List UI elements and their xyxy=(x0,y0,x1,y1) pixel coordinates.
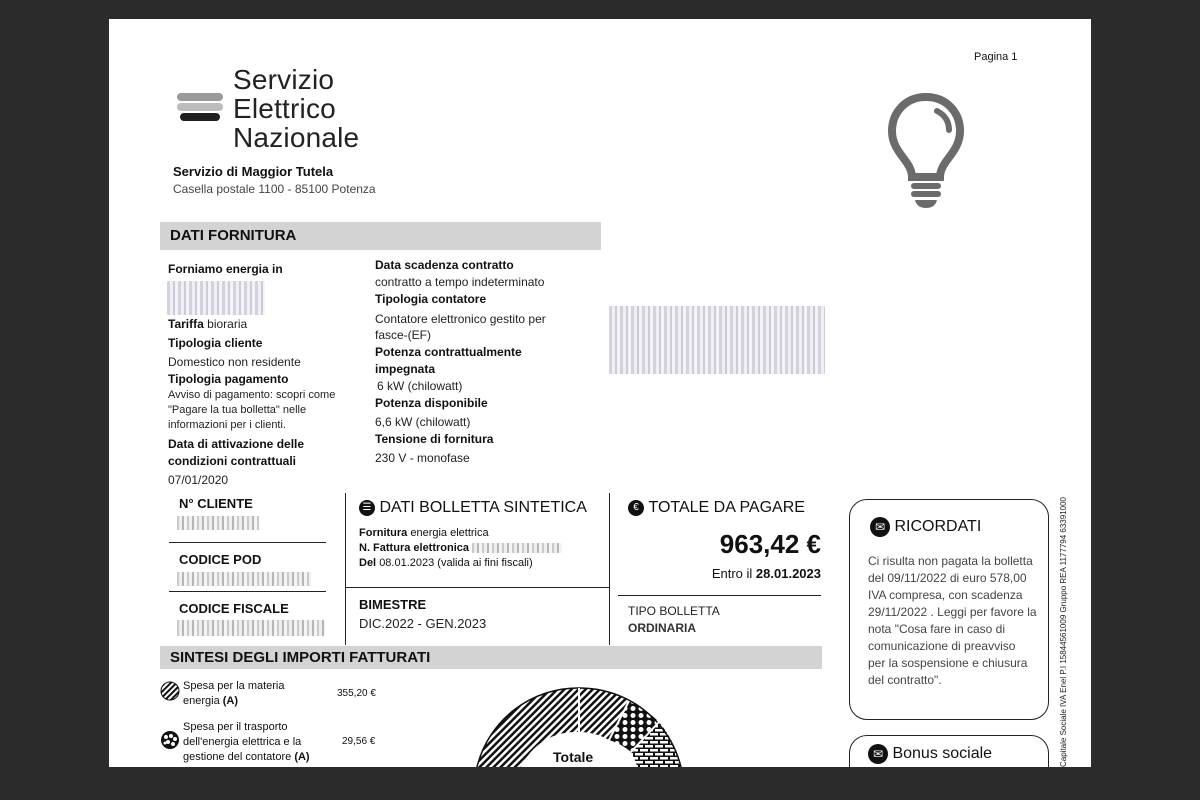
divider xyxy=(346,587,609,588)
materia-energia-label xyxy=(183,679,285,709)
section-dati-fornitura: DATI FORNITURA xyxy=(160,222,601,250)
logo-line-2: Elettrico xyxy=(233,93,336,124)
bolletta-title: DATI BOLLETTA SINTETICA xyxy=(379,499,587,516)
ricordati-line: Ci risulta non pagata la bolletta xyxy=(868,554,1033,568)
pagamento-line: "Pagare la tua bolletta" nelle xyxy=(168,404,307,416)
trasporto-line: Spesa per il trasporto xyxy=(183,721,288,733)
materia-line-text: energia xyxy=(183,695,220,707)
contatore-line: Contatore elettronico gestito per xyxy=(375,312,546,326)
redacted-codice-fiscale xyxy=(177,620,325,636)
ricordati-title: RICORDATI xyxy=(894,518,982,536)
sen-logo-icon xyxy=(177,93,225,127)
forniamo-label: Forniamo energia in xyxy=(168,262,283,276)
trasporto-line: dell'energia elettrica e la xyxy=(183,736,302,748)
tipologia-pagamento-label: Tipologia pagamento xyxy=(168,372,289,386)
ricordati-box xyxy=(849,499,1049,720)
entro-row xyxy=(661,566,821,581)
fattura-label: N. Fattura elettronica xyxy=(359,542,470,554)
tariffa-label: Tariffa xyxy=(168,317,204,331)
fornitura-row xyxy=(359,527,489,539)
entro-date: 28.01.2023 xyxy=(755,566,821,581)
euro-icon: € xyxy=(628,500,644,516)
bimestre-label: BIMESTRE xyxy=(359,597,427,612)
trasporto-line-3 xyxy=(183,750,310,765)
materia-energia-amount: 355,20 € xyxy=(337,688,376,699)
ricordati-line: per la sospensione e chiusura xyxy=(868,656,1028,670)
totale-amount: 963,42 € xyxy=(719,529,821,559)
ricordati-line: del 09/11/2022 di euro 578,00 xyxy=(868,571,1027,585)
logo-line-1: Servizio xyxy=(233,64,335,95)
redacted-address xyxy=(167,281,265,315)
pagamento-line: Avviso di pagamento: scopri come xyxy=(168,389,336,401)
tariffa-value: bioraria xyxy=(207,317,248,331)
pagamento-line: informazioni per i clienti. xyxy=(168,419,286,431)
tipologia-cliente-label: Tipologia cliente xyxy=(168,336,263,350)
redacted-numero-cliente xyxy=(177,516,259,530)
org-title: Servizio di Maggior Tutela xyxy=(173,164,334,179)
scadenza-label: Data scadenza contratto xyxy=(375,258,514,272)
numero-cliente-label: N° CLIENTE xyxy=(179,496,253,511)
mail-icon: ✉ xyxy=(868,744,888,764)
trasporto-tag: (A) xyxy=(294,751,310,763)
bill-page xyxy=(109,19,1091,767)
section-sintesi: SINTESI DEGLI IMPORTI FATTURATI xyxy=(160,646,822,669)
tipologia-pagamento-text xyxy=(168,388,335,433)
fornitura-label: Fornitura xyxy=(359,527,408,539)
tariffa-row xyxy=(168,317,247,331)
tipo-bolletta-label: TIPO BOLLETTA xyxy=(628,604,720,618)
trasporto-amount: 29,56 € xyxy=(342,736,376,747)
totale-title: TOTALE DA PAGARE xyxy=(648,499,805,516)
bonus-header xyxy=(868,744,992,764)
tensione-label: Tensione di fornitura xyxy=(375,432,494,446)
attivazione-line: Data di attivazione delle xyxy=(168,437,305,451)
ricordati-line: comunicazione di preavviso xyxy=(868,639,1016,653)
potenza-impegnata-value: 6 kW (chilowatt) xyxy=(377,379,463,393)
tipologia-cliente-value: Domestico non residente xyxy=(168,355,301,369)
tensione-value: 230 V - monofase xyxy=(375,451,470,465)
potenza-line: impegnata xyxy=(375,362,436,376)
trasporto-line-text: gestione del contatore xyxy=(183,751,292,763)
bonus-title: Bonus sociale xyxy=(892,745,993,763)
materia-energia-legend-icon xyxy=(160,681,180,701)
redacted-codice-pod xyxy=(177,572,311,586)
totale-header xyxy=(628,499,805,517)
ricordati-text xyxy=(868,553,1037,689)
contatore-value xyxy=(375,311,546,343)
page-number: Pagina 1 xyxy=(974,51,1018,63)
materia-line: Spesa per la materia xyxy=(183,680,285,692)
logo-line-3: Nazionale xyxy=(233,122,360,153)
mail-icon: ✉ xyxy=(870,517,890,537)
bolletta-header xyxy=(359,499,587,517)
del-label: Del xyxy=(359,557,377,569)
invoice-icon: ☰ xyxy=(359,500,375,516)
ricordati-line: IVA compresa, con scadenza xyxy=(868,588,1023,602)
fornitura-value: energia elettrica xyxy=(410,527,489,539)
scadenza-value: contratto a tempo indeterminato xyxy=(375,275,545,289)
ricordati-header xyxy=(870,517,981,537)
potenza-disponibile-value: 6,6 kW (chilowatt) xyxy=(375,415,471,429)
ricordati-line: nota "Cosa fare in caso di xyxy=(868,622,1006,636)
side-legal-line: Capitale Sociale IVA Enel P.I 15844561009 Gruppo REA 1177794 63391000 xyxy=(1059,497,1068,767)
divider xyxy=(169,591,326,592)
materia-tag: (A) xyxy=(222,695,239,707)
lightbulb-icon xyxy=(887,91,965,211)
donut-center-label: Totale xyxy=(553,749,594,765)
ricordati-line: 29/11/2022 . Leggi per favore la xyxy=(868,605,1037,619)
redacted-fattura-number xyxy=(472,543,562,553)
potenza-impegnata-label xyxy=(375,344,522,378)
side-legal-text xyxy=(1059,449,1073,767)
codice-fiscale-label: CODICE FISCALE xyxy=(179,601,289,616)
fattura-row xyxy=(359,542,562,554)
trasporto-label xyxy=(183,720,310,765)
divider xyxy=(618,595,821,596)
entro-label: Entro il xyxy=(711,566,753,581)
attivazione-line: condizioni contrattuali xyxy=(168,454,296,468)
potenza-line: Potenza contrattualmente xyxy=(375,345,522,359)
redacted-recipient-address xyxy=(609,306,825,374)
ricordati-line: del contratto". xyxy=(868,673,942,687)
tipo-bolletta-value: ORDINARIA xyxy=(628,621,696,635)
logo-text xyxy=(233,65,359,152)
materia-line-2 xyxy=(183,694,285,709)
divider xyxy=(609,493,610,645)
potenza-disponibile-label: Potenza disponibile xyxy=(375,396,488,410)
del-value: 08.01.2023 (valida ai fini fiscali) xyxy=(379,557,533,569)
contatore-line: fasce-(EF) xyxy=(375,328,432,342)
org-address: Casella postale 1100 - 85100 Potenza xyxy=(173,182,376,196)
divider xyxy=(169,542,326,543)
del-row xyxy=(359,557,533,569)
divider xyxy=(345,493,346,645)
codice-pod-label: CODICE POD xyxy=(179,552,262,567)
bonus-sociale-box xyxy=(849,735,1049,767)
data-attivazione-value: 07/01/2020 xyxy=(168,473,229,487)
trasporto-legend-icon xyxy=(160,730,180,750)
bimestre-value: DIC.2022 - GEN.2023 xyxy=(359,616,487,631)
contatore-label: Tipologia contatore xyxy=(375,292,487,306)
data-attivazione-label xyxy=(168,436,304,470)
